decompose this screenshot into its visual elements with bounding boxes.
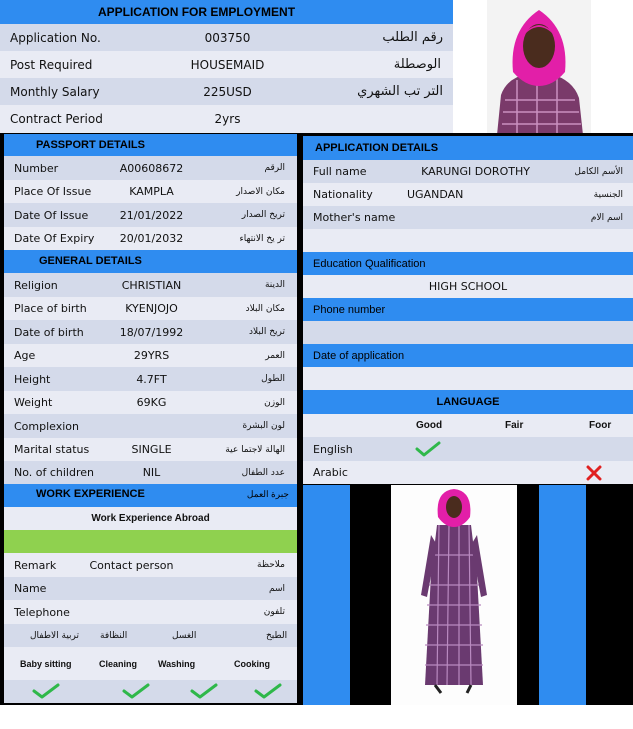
row-label: Monthly Salary: [10, 84, 100, 99]
skill-label: Baby sitting: [20, 658, 72, 669]
row-label-ar: الدينة: [264, 280, 285, 290]
row-label: Marital status: [14, 443, 90, 456]
row-label: Age: [14, 349, 36, 362]
skill-ar: الغسل: [172, 630, 197, 641]
phone-label-row: [303, 298, 633, 321]
employment-row: [0, 105, 453, 133]
general-row: [4, 344, 297, 367]
work-title: WORK EXPERIENCE: [36, 488, 145, 500]
application-title: APPLICATION DETAILS: [303, 136, 633, 160]
employment-row: [0, 24, 453, 51]
general-row: [4, 414, 297, 438]
row-value: 21/01/2022: [119, 208, 184, 222]
general-row: [4, 367, 297, 391]
row-value: CHRISTIAN: [121, 278, 182, 292]
check-icon: [190, 683, 218, 699]
work-abroad-label: Work Experience Abroad: [91, 513, 210, 524]
row-label: Religion: [14, 278, 58, 292]
employment-row: [0, 51, 453, 78]
row-label: Application No.: [10, 30, 101, 45]
row-label: Nationality: [313, 188, 373, 201]
language-label: English: [313, 442, 353, 456]
row-label: Complexion: [14, 419, 80, 433]
row-label-ar: رقم الطلب: [382, 30, 443, 45]
row-label: Remark: [14, 558, 57, 572]
date-app-label: Date of application: [313, 349, 405, 362]
skill-ar: تربية الاطفال: [30, 630, 80, 641]
employment-row: [0, 78, 453, 105]
row-value: 20/01/2032: [119, 232, 184, 245]
row-label-ar: لون البشرة: [242, 421, 285, 431]
skill-label: Washing: [158, 658, 196, 669]
cross-icon: [586, 465, 602, 481]
row-label-ar: الهالة لاجتما عية: [225, 444, 285, 455]
language-title: LANGUAGE: [303, 390, 633, 414]
check-icon: [415, 441, 441, 457]
row-label-ar: الوصطلة: [393, 57, 441, 72]
applicant-photo: [487, 0, 591, 135]
date-app-label-row: [303, 344, 633, 367]
general-row: [4, 320, 297, 344]
row-label-ar: الطول: [261, 374, 285, 384]
row-value: SINGLE: [131, 443, 172, 456]
row-label-ar: الوزن: [264, 397, 285, 408]
general-row: [4, 438, 297, 461]
row-value: NIL: [142, 466, 161, 479]
photo-frame: [303, 485, 633, 705]
language-row: [303, 461, 633, 484]
general-row: [4, 391, 297, 414]
skills-check-row: [4, 680, 297, 703]
row-label: Weight: [14, 396, 53, 409]
row-label-ar: اسم: [268, 583, 285, 594]
row-label-ar: ملاحظة: [257, 560, 285, 570]
row-label-ar: تريخ الصدار: [241, 210, 285, 220]
passport-row: [4, 203, 297, 227]
telephone-row: [4, 600, 297, 624]
remark-row: [4, 553, 297, 577]
name-row: [4, 577, 297, 600]
check-icon: [254, 683, 282, 699]
fullname-row: [303, 160, 633, 183]
row-label-ar: مكان البلاد: [245, 303, 285, 314]
level-label: Fair: [505, 420, 524, 431]
general-row: [4, 297, 297, 320]
language-levels-row: [303, 414, 633, 437]
language-row: [303, 437, 633, 461]
row-value: A00608672: [119, 161, 184, 175]
row-label-ar: الأسم الكامل: [574, 166, 623, 177]
row-label-ar: تريخ البلاد: [249, 327, 285, 337]
row-label-ar: اسم الام: [590, 212, 623, 223]
row-label-ar: العمر: [265, 350, 285, 361]
level-label: Good: [416, 420, 443, 431]
education-value-row: [303, 275, 633, 298]
nationality-row: [303, 183, 633, 206]
row-value: 225USD: [203, 84, 252, 99]
row-label-ar: التر تب الشهري: [357, 84, 443, 99]
date-app-value-row: [303, 367, 633, 390]
row-label: Full name: [313, 165, 367, 178]
general-title: GENERAL DETAILS: [4, 250, 297, 273]
general-row: [4, 461, 297, 484]
education-label: Education Qualification: [313, 257, 426, 270]
row-label-ar: عدد الطفال: [241, 467, 285, 478]
row-label: Number: [14, 161, 59, 175]
level-label: Foor: [589, 420, 612, 431]
row-value: UGANDAN: [407, 188, 464, 201]
row-label: Mother's name: [313, 211, 396, 224]
phone-label: Phone number: [313, 303, 386, 316]
row-label: Contract Period: [10, 112, 103, 126]
row-value: 2yrs: [214, 112, 241, 126]
language-label: Arabic: [313, 466, 348, 479]
skills-row: [4, 647, 297, 680]
general-row: [4, 273, 297, 297]
row-label: Telephone: [14, 605, 70, 619]
check-icon: [122, 683, 150, 699]
employment-section: [0, 0, 453, 133]
frame-strip-right: [539, 485, 586, 705]
skill-ar: النظافة: [100, 630, 128, 641]
work-title-ar: جبرة العمل: [246, 489, 289, 499]
passport-row: [4, 180, 297, 203]
row-label: Name: [14, 582, 47, 595]
education-value: HIGH SCHOOL: [428, 280, 508, 293]
row-value: KARUNGI DOROTHY: [421, 165, 530, 178]
row-label: Place Of Issue: [14, 185, 92, 198]
row-label-ar: الرقم: [264, 163, 285, 173]
row-label: Date of birth: [14, 325, 84, 339]
row-label-ar: تلفون: [263, 607, 285, 617]
phone-value-row: [303, 321, 633, 344]
row-value: 18/07/1992: [119, 325, 184, 339]
row-value: 4.7FT: [136, 372, 167, 386]
row-value: 29YRS: [133, 349, 170, 362]
work-abroad-row: [4, 507, 297, 530]
mother-row: [303, 206, 633, 229]
row-label: Place of birth: [14, 302, 87, 315]
work-title-bar: [4, 484, 297, 507]
row-label: Post Required: [10, 57, 93, 72]
row-label: Date Of Issue: [14, 208, 89, 222]
row-label: No. of children: [14, 466, 94, 479]
check-icon: [32, 683, 60, 699]
skill-ar: الطبخ: [266, 630, 288, 641]
row-value: 69KG: [136, 396, 167, 409]
row-label: Date Of Expiry: [14, 232, 95, 245]
full-body-photo: [391, 485, 517, 705]
row-label: Height: [14, 372, 51, 386]
frame-strip-left: [303, 485, 350, 705]
row-value: KYENJOJO: [125, 302, 178, 315]
skill-label: Cooking: [234, 658, 270, 669]
row-value: HOUSEMAID: [190, 57, 265, 72]
row-label-ar: تر يخ الانتهاء: [239, 233, 285, 244]
mother-value-row: [303, 229, 633, 252]
passport-title: PASSPORT DETAILS: [4, 134, 297, 156]
row-value: KAMPLA: [129, 185, 174, 198]
row-value: 003750: [204, 30, 251, 45]
skills-ar-row: [4, 624, 297, 647]
passport-row: [4, 156, 297, 180]
passport-row: [4, 227, 297, 250]
education-label-row: [303, 252, 633, 275]
skill-label: Cleaning: [99, 658, 138, 669]
employment-title: APPLICATION FOR EMPLOYMENT: [0, 0, 453, 24]
work-green-bar: [4, 530, 297, 553]
row-value: Contact person: [89, 558, 174, 572]
row-label-ar: مكان الاصدار: [236, 186, 285, 197]
row-label-ar: الجنسية: [593, 189, 623, 200]
